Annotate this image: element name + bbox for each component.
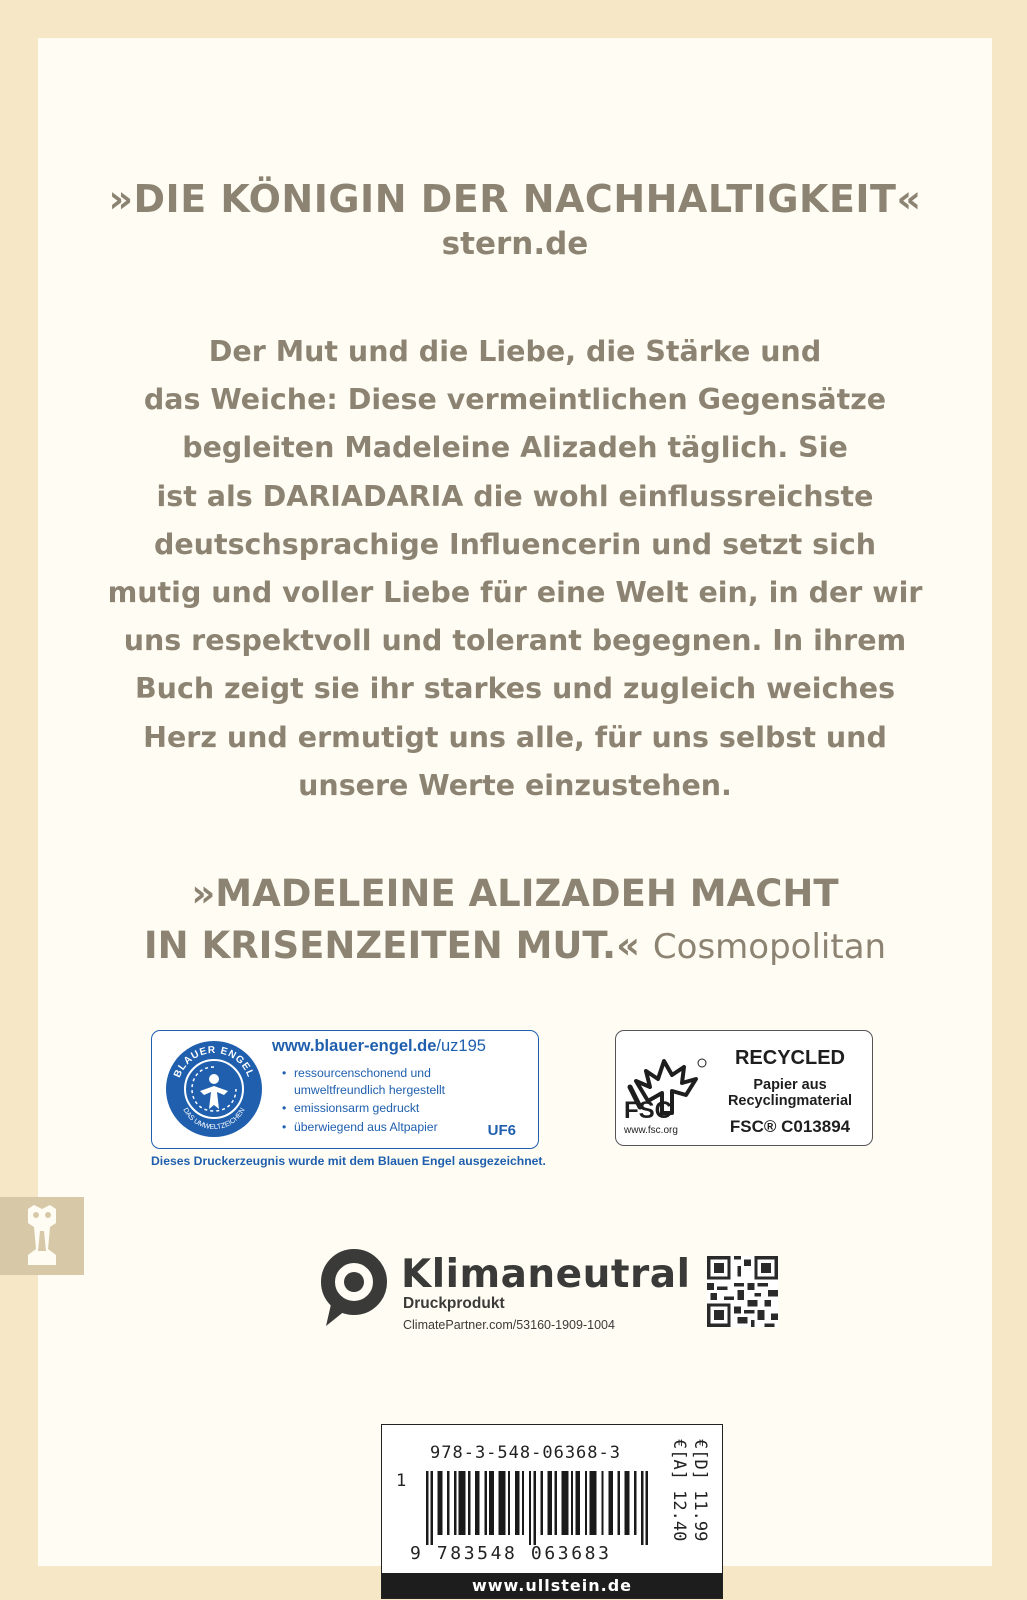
barcode-digits: 9 783548 063683 xyxy=(410,1543,612,1564)
publisher-tab xyxy=(0,1197,84,1275)
fsc-logo-text: FSC xyxy=(624,1097,672,1124)
press-quote-source: stern.de xyxy=(441,226,589,262)
blurb-line: das Weiche: Diese vermeintlichen Gegensätze xyxy=(143,383,887,417)
price-block xyxy=(656,1439,716,1559)
blurb-line: begleiten Madeleine Alizadeh täglich. Sie xyxy=(182,431,848,465)
fsc-title: RECYCLED xyxy=(734,1047,845,1069)
blauer-engel-logo-icon xyxy=(164,1039,264,1139)
blurb-line: Herz und ermutigt uns alle, für uns selbst und xyxy=(143,720,887,754)
blauer-engel-url-path: /uz195 xyxy=(436,1037,486,1055)
klimaneutral-title: Klimaneutral xyxy=(401,1252,691,1297)
book-blurb xyxy=(98,328,932,810)
press-quote-cosmopolitan xyxy=(38,868,992,973)
blurb-line: ist als DARIADARIA die wohl einflussreichste xyxy=(156,479,874,513)
blauer-engel-url-domain: www.blauer-engel.de xyxy=(272,1037,437,1055)
list-item: • ressourcenschonend und umweltfreundlich hergestellt xyxy=(282,1065,464,1098)
blauer-engel-caption: Dieses Druckerzeugnis wurde mit dem Blauen Engel ausgezeichnet. xyxy=(151,1154,546,1168)
fsc-subtitle-line2: Recyclingmaterial xyxy=(727,1093,853,1109)
quote2-line2-wrap xyxy=(38,920,992,973)
fsc-website: www.fsc.org xyxy=(624,1125,678,1136)
blurb-line: uns respektvoll und tolerant begegnen. In ihrem xyxy=(123,624,907,658)
quote2-line2: IN KRISENZEITEN MUT.« xyxy=(143,924,641,967)
quote2-line1: »MADELEINE ALIZADEH MACHT xyxy=(191,872,839,915)
fsc-license-code: FSC® C013894 xyxy=(729,1117,851,1136)
price-germany: €[D] 11.99 xyxy=(690,1439,710,1542)
klimaneutral-subtitle: Druckprodukt xyxy=(403,1295,505,1312)
climate-partner-logo-icon xyxy=(318,1248,390,1330)
blauer-engel-code: UF6 xyxy=(487,1122,516,1139)
qr-code-icon xyxy=(707,1256,778,1327)
list-item: • überwiegend aus Altpapier xyxy=(282,1119,464,1136)
list-item: • emissionsarm gedruckt xyxy=(282,1100,464,1117)
publisher-url: www.ullstein.de xyxy=(382,1573,722,1598)
fsc-subtitle xyxy=(712,1077,868,1109)
ullstein-owl-logo-icon xyxy=(0,1197,84,1275)
blauer-engel-label xyxy=(151,1030,539,1149)
fsc-label xyxy=(615,1030,873,1146)
quote2-source: Cosmopolitan xyxy=(652,927,887,967)
fsc-subtitle-line1: Papier aus xyxy=(753,1077,827,1093)
press-quote-stern: »DIE KÖNIGIN DER NACHHALTIGKEIT« xyxy=(108,177,922,221)
blauer-engel-criteria xyxy=(282,1065,464,1137)
isbn-barcode xyxy=(381,1424,723,1599)
blurb-line: Buch zeigt sie ihr starkes und zugleich weiches xyxy=(134,672,896,706)
klimaneutral-url: ClimatePartner.com/53160-1909-1004 xyxy=(403,1318,615,1332)
barcode-leading-digit: 1 xyxy=(396,1471,407,1491)
blurb-line: mutig und voller Liebe für eine Welt ein, in der wir xyxy=(107,576,923,610)
blauer-engel-logo-text: BLAUER ENGEL xyxy=(172,1044,256,1080)
blauer-engel-logo-subtext: DAS UMWELTZEICHEN xyxy=(181,1106,247,1132)
blurb-line: deutschsprachige Influencerin und setzt sich xyxy=(153,527,877,561)
barcode-bars xyxy=(426,1471,648,1545)
blauer-engel-url xyxy=(272,1037,486,1056)
back-cover-panel xyxy=(38,38,992,1595)
blurb-line: Der Mut und die Liebe, die Stärke und xyxy=(208,335,822,368)
price-austria: €[A] 12.40 xyxy=(669,1439,689,1542)
isbn-number: 978-3-548-06368-3 xyxy=(430,1443,621,1463)
blurb-line: unsere Werte einzustehen. xyxy=(298,768,732,802)
